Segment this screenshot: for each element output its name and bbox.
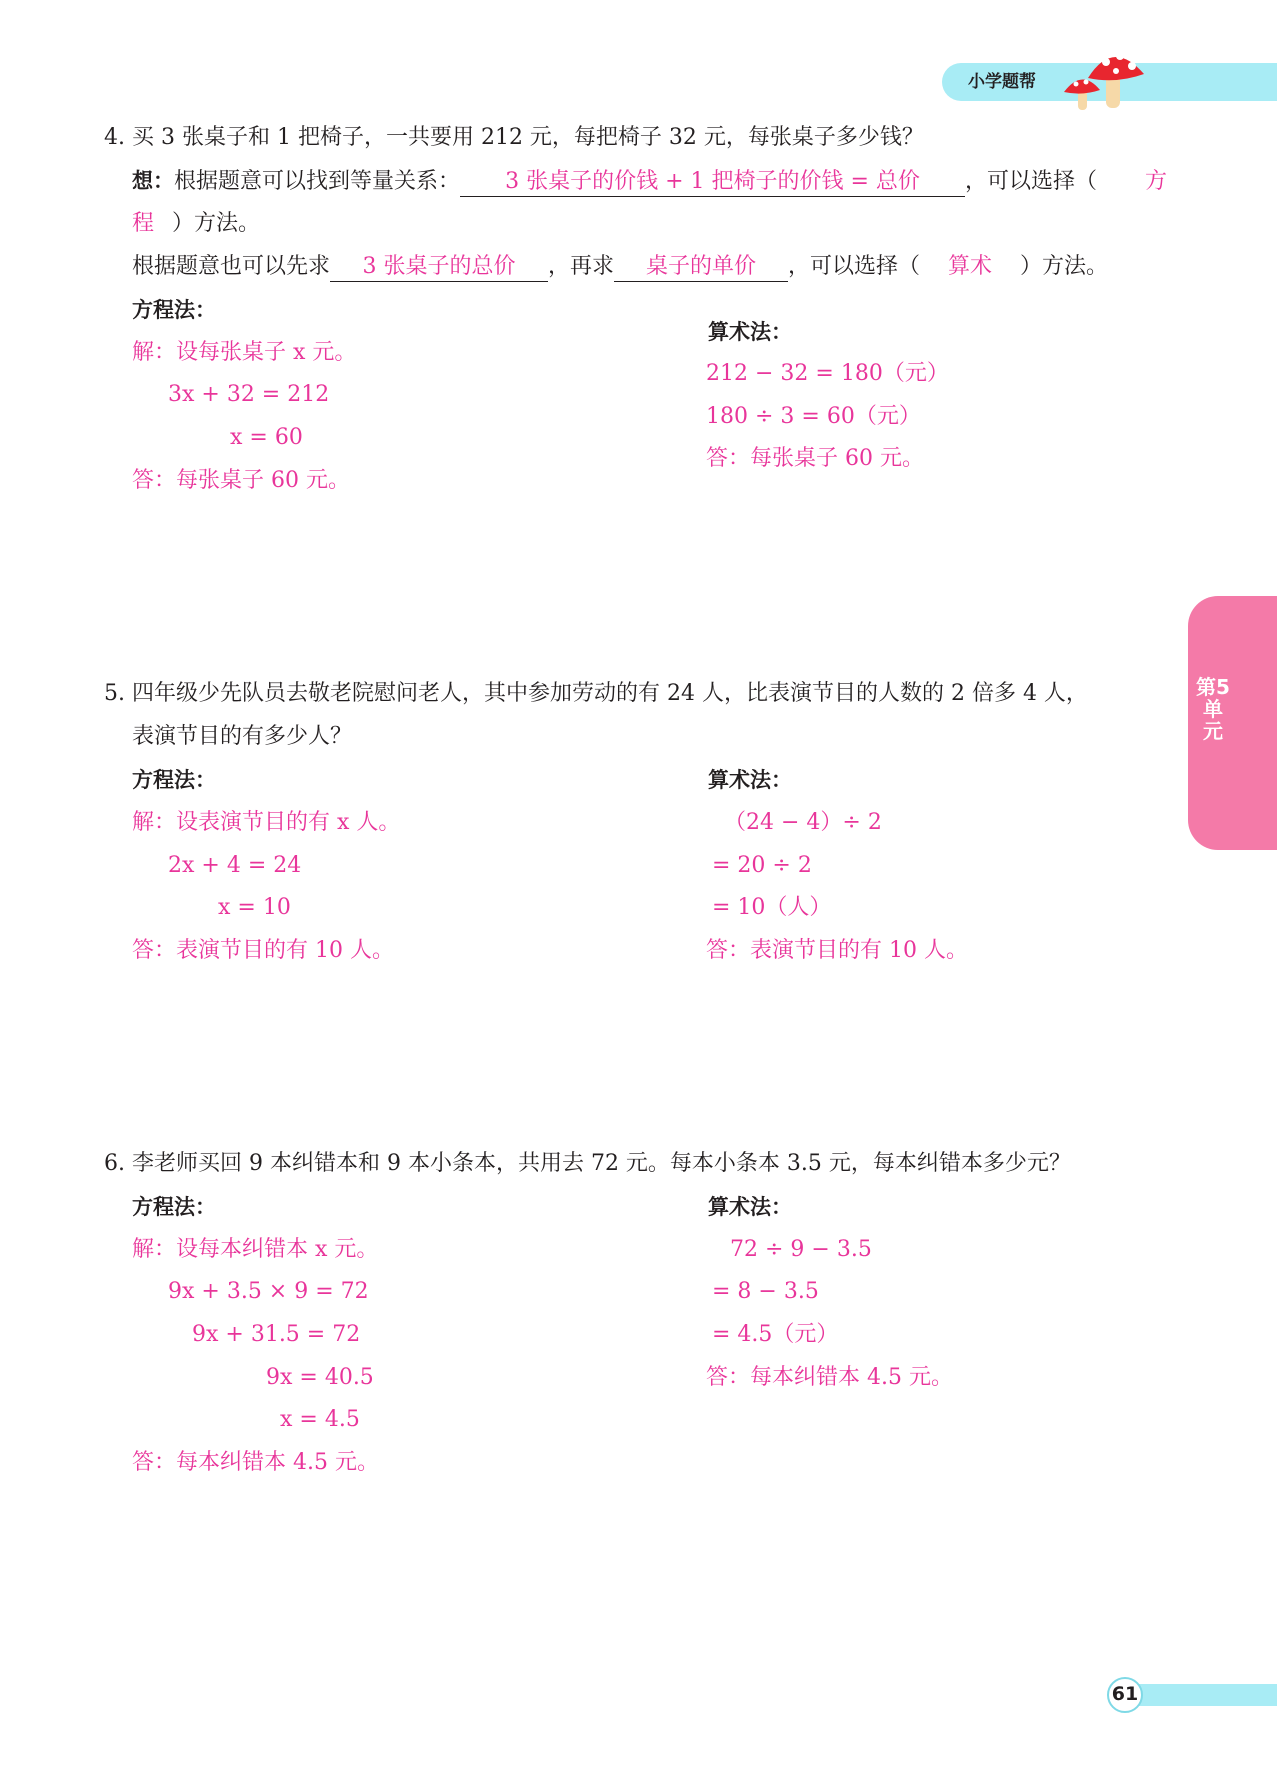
q5-eq-line: x = 10 [218,895,291,920]
q4-blank-equation: 3 张桌子的价钱 + 1 把椅子的价钱 = 总价 [460,168,965,197]
q6-ar-line: = 8 − 3.5 [712,1279,819,1304]
q4-ar-title: 算术法： [708,320,792,344]
q4-line1-b: ，可以选择（ [965,169,1098,194]
q6-ar-line: 72 ÷ 9 − 3.5 [730,1237,872,1262]
q6-ar-title: 算术法： [708,1195,792,1219]
q4-eq-line: 3x + 32 = 212 [168,382,330,407]
header-brand: 小学题帮 [968,72,1036,92]
q4-bracket2: 算术 [948,254,993,279]
q5-ar-line: （24 − 4）÷ 2 [724,810,882,835]
page-number: 61 [1107,1677,1143,1713]
q4-think-prefix: 想： [132,169,174,193]
q4-line3-d: ）方法。 [1020,254,1109,279]
q4-line3-a: 根据题意也可以先求 [132,254,331,279]
q4-line3-b: ，再求 [548,254,615,279]
q5-ar-line: = 20 ÷ 2 [712,853,812,878]
q5-question-line2: 表演节目的有多少人？ [132,724,353,749]
q6-eq-line: 9x = 40.5 [266,1365,374,1390]
q4-line2-b: ）方法。 [172,211,261,236]
q6-eq-line: 9x + 3.5 × 9 = 72 [168,1279,369,1304]
q5-eq-title: 方程法： [132,768,216,792]
q5-question-line1: 5. 四年级少先队员去敬老院慰问老人，其中参加劳动的有 24 人，比表演节目的人数的 2 倍多 4 人， [104,681,1088,706]
q5-eq-line: 答：表演节目的有 10 人。 [132,938,394,963]
q4-blank-total-price: 3 张桌子的总价 [330,253,548,282]
q5-ar-title: 算术法： [708,768,792,792]
q5-ar-line: 答：表演节目的有 10 人。 [706,938,968,963]
q4-bracket1-a: 方 [1145,169,1168,194]
q6-ar-line: 答：每本纠错本 4.5 元。 [706,1365,953,1390]
q4-question: 4. 买 3 张桌子和 1 把椅子，一共要用 212 元，每把椅子 32 元，每张桌子多少钱？ [104,125,924,150]
q6-eq-title: 方程法： [132,1195,216,1219]
q5-eq-line: 2x + 4 = 24 [168,853,302,878]
q4-eq-line: 解：设每张桌子 x 元。 [132,340,357,365]
q4-ar-line: 答：每张桌子 60 元。 [706,446,924,471]
q6-eq-line: x = 4.5 [280,1407,360,1432]
q4-think-line3 [132,252,1108,282]
q4-eq-title: 方程法： [132,298,216,322]
q4-ar-line: 180 ÷ 3 = 60（元） [706,404,921,429]
q6-ar-line: = 4.5（元） [712,1322,839,1347]
page-number-bar [1128,1684,1277,1706]
q6-question: 6. 李老师买回 9 本纠错本和 9 本小条本，共用去 72 元。每本小条本 3.5 元，每本纠错本多少元？ [104,1151,1071,1176]
q4-eq-line: 答：每张桌子 60 元。 [132,468,350,493]
unit-side-tab-text: 第5单元 [1196,675,1230,743]
q4-think-line2 [132,209,260,239]
q6-eq-line: 解：设每本纠错本 x 元。 [132,1237,379,1262]
q4-bracket1-b: 程 [132,211,155,236]
q6-eq-line: 9x + 31.5 = 72 [192,1322,361,1347]
q5-eq-line: 解：设表演节目的有 x 人。 [132,810,401,835]
mushroom-icon [1058,44,1148,116]
q4-line3-c: ，可以选择（ [788,254,921,279]
q4-ar-line: 212 − 32 = 180（元） [706,361,949,386]
q4-think-line1 [132,166,1167,197]
q5-ar-line: = 10（人） [712,895,832,920]
q6-eq-line: 答：每本纠错本 4.5 元。 [132,1450,379,1475]
q4-eq-line: x = 60 [230,425,303,450]
q4-blank-unit-price: 桌子的单价 [614,253,788,282]
q4-line1-a: 根据题意可以找到等量关系： [174,169,461,194]
